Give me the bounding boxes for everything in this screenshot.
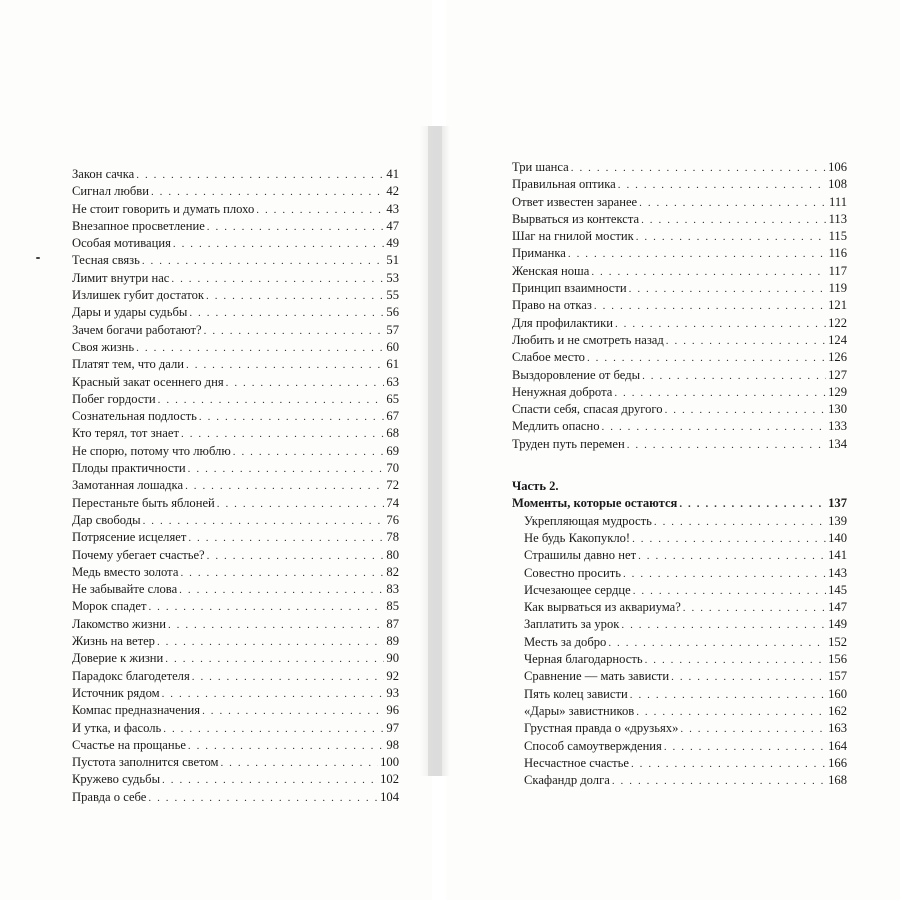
dot-leader (207, 219, 385, 236)
toc-entry-page: 164 (828, 738, 847, 753)
toc-entry (72, 737, 399, 754)
dot-leader (158, 392, 385, 409)
toc-entry-page: 67 (386, 409, 399, 424)
dot-leader (571, 160, 826, 177)
toc-entry (524, 772, 847, 789)
toc-entry-page: 51 (386, 253, 399, 268)
dot-leader (612, 773, 826, 790)
toc-entry (512, 401, 847, 418)
toc-entry-page: 108 (828, 177, 847, 192)
toc-entry (72, 339, 399, 356)
toc-entry-title: Компас предназначения (72, 703, 201, 718)
toc-entry (512, 228, 847, 245)
dot-leader (136, 340, 384, 357)
toc-entry (524, 738, 847, 755)
dot-leader (162, 772, 378, 789)
toc-entry-page: 130 (828, 402, 847, 417)
toc-entry (524, 582, 847, 599)
toc-entry-title: Счастье на прощанье (72, 737, 186, 752)
toc-entry-page: 162 (828, 703, 847, 718)
dot-leader (186, 357, 384, 374)
dot-leader (587, 350, 826, 367)
dot-leader (162, 686, 385, 703)
toc-entry (512, 211, 847, 228)
toc-entry-title: Кто терял, тот знает (72, 426, 179, 441)
toc-entry (512, 176, 847, 193)
toc-entry (72, 529, 399, 546)
dot-leader (233, 444, 385, 461)
dot-leader (189, 305, 384, 322)
toc-entry-title: Перестаньте быть яблоней (72, 495, 215, 510)
toc-entry (512, 315, 847, 332)
dot-leader (636, 229, 827, 246)
toc-entry-page: 61 (386, 357, 399, 372)
toc-entry-page: 82 (386, 564, 399, 579)
toc-entry-page: 92 (386, 668, 399, 683)
dot-leader (207, 548, 385, 565)
dot-leader (615, 316, 826, 333)
toc-entry (72, 495, 399, 512)
toc-entry-page: 98 (386, 737, 399, 752)
part-page-number: 137 (828, 496, 847, 511)
toc-entry-page: 121 (828, 298, 847, 313)
toc-entry-title: Доверие к жизни (72, 651, 164, 666)
toc-entry-page: 124 (828, 332, 847, 347)
dot-leader (621, 617, 826, 634)
toc-entry (72, 668, 399, 685)
toc-entry (512, 367, 847, 384)
toc-entry (72, 252, 399, 269)
toc-entry-page: 74 (386, 495, 399, 510)
toc-entry (524, 755, 847, 772)
toc-entry-title: Пять колец зависти (524, 686, 628, 701)
toc-entry-title: Правда о себе (72, 789, 147, 804)
toc-entry (524, 720, 847, 737)
toc-entry-page: 65 (386, 391, 399, 406)
dot-leader (642, 368, 826, 385)
toc-entry (524, 634, 847, 651)
toc-entry (524, 530, 847, 547)
dot-leader (188, 461, 385, 478)
part-heading (512, 495, 847, 512)
toc-entry (72, 408, 399, 425)
toc-entry-page: 147 (828, 600, 847, 615)
toc-entry-title: Сигнал любви (72, 184, 149, 199)
toc-entry-title: Как вырваться из аквариума? (524, 600, 681, 615)
toc-entry-page: 134 (828, 436, 847, 451)
toc-entry (524, 565, 847, 582)
toc-entry (72, 616, 399, 633)
toc-entry-title: Правильная оптика (512, 177, 616, 192)
toc-entry (512, 194, 847, 211)
toc-entry (72, 477, 399, 494)
toc-entry-title: Приманка (512, 246, 566, 261)
dot-leader (220, 755, 378, 772)
toc-entry (72, 512, 399, 529)
toc-entry-title: Шаг на гнилой мостик (512, 229, 634, 244)
toc-entry-page: 49 (386, 236, 399, 251)
toc-entry (512, 159, 847, 176)
print-speck (36, 257, 40, 259)
toc-entry (512, 280, 847, 297)
toc-entry-title: Три шанса (512, 160, 569, 174)
dot-leader (148, 599, 384, 616)
toc-entry-page: 111 (829, 194, 847, 209)
toc-entry-title: Для профилактики (512, 315, 613, 330)
toc-entry (524, 686, 847, 703)
dot-leader (148, 790, 378, 807)
toc-entry-title: Заплатить за урок (524, 617, 620, 632)
toc-entry (72, 771, 399, 788)
toc-entry (512, 263, 847, 280)
dot-leader (679, 496, 826, 513)
toc-entry-title: Несчастное счастье (524, 755, 629, 770)
toc-entry-page: 68 (386, 426, 399, 441)
toc-entry (72, 287, 399, 304)
toc-entry-page: 70 (386, 461, 399, 476)
toc-entry-title: Любить и не смотреть назад (512, 332, 664, 347)
toc-entry (72, 201, 399, 218)
toc-entry-page: 141 (828, 548, 847, 563)
toc-entry-title: Месть за добро (524, 634, 607, 649)
toc-entry-title: Исчезающее сердце (524, 582, 631, 597)
toc-entry-page: 90 (386, 651, 399, 666)
toc-entry-title: «Дары» завистников (524, 703, 635, 718)
toc-entry (524, 703, 847, 720)
toc-entry-page: 42 (386, 184, 399, 199)
toc-entry (72, 685, 399, 702)
toc-entry-title: Внезапное просветление (72, 218, 205, 233)
toc-entry-page: 43 (386, 201, 399, 216)
dot-leader (202, 703, 384, 720)
toc-entry-title: Сознательная подлость (72, 409, 197, 424)
toc-entry-title: Лакомство жизни (72, 616, 166, 631)
dot-leader (665, 402, 827, 419)
dot-leader (591, 264, 826, 281)
toc-entry-page: 140 (828, 530, 847, 545)
toc-entry-page: 129 (828, 384, 847, 399)
toc-entry-page: 55 (386, 288, 399, 303)
toc-entry-title: Замотанная лошадка (72, 478, 184, 493)
dot-leader (192, 669, 385, 686)
toc-entry-page: 78 (386, 530, 399, 545)
toc-entry (72, 789, 399, 806)
toc-entry-page: 83 (386, 582, 399, 597)
dot-leader (163, 721, 384, 738)
toc-entry-title: Слабое место (512, 350, 585, 365)
toc-entry (72, 374, 399, 391)
toc-entry-title: Скафандр долга (524, 773, 610, 788)
dot-leader (165, 651, 384, 668)
dot-leader (629, 281, 827, 298)
dot-leader (680, 721, 826, 738)
dot-leader (638, 548, 826, 565)
dot-leader (157, 634, 384, 651)
toc-entry-page: 119 (828, 281, 847, 296)
toc-entry-title: Сравнение — мать зависти (524, 669, 670, 684)
toc-entry-title: Красный закат осеннего дня (72, 374, 224, 389)
toc-entry (72, 702, 399, 719)
right-toc-list (512, 159, 847, 789)
toc-entry-title: Тесная связь (72, 253, 140, 268)
toc-entry-title: Дар свободы (72, 512, 141, 527)
gutter-shadow (428, 126, 442, 776)
dot-leader (630, 687, 826, 704)
toc-entry-page: 156 (828, 652, 847, 667)
toc-entry (512, 349, 847, 366)
dot-leader (179, 582, 384, 599)
toc-entry-page: 57 (386, 322, 399, 337)
toc-entry-page: 115 (828, 229, 847, 244)
toc-entry-page: 163 (828, 721, 847, 736)
dot-leader (151, 184, 384, 201)
toc-entry (524, 513, 847, 530)
right-toc-top-entries (512, 159, 847, 453)
toc-entry-page: 53 (386, 270, 399, 285)
toc-entry-title: Закон сачка (72, 167, 135, 181)
toc-entry-title: Способ самоутверждения (524, 738, 662, 753)
toc-entry-page: 127 (828, 367, 847, 382)
toc-entry-title: Лимит внутри нас (72, 270, 170, 285)
toc-entry-page: 113 (828, 211, 847, 226)
dot-leader (614, 385, 826, 402)
dot-leader (683, 600, 826, 617)
toc-entry (524, 668, 847, 685)
dot-leader (204, 323, 385, 340)
toc-entry-page: 93 (386, 685, 399, 700)
toc-entry-page: 157 (828, 669, 847, 684)
toc-entry (512, 297, 847, 314)
toc-entry-title: Труден путь перемен (512, 436, 625, 451)
toc-entry-title: И утка, и фасоль (72, 720, 162, 735)
dot-leader (142, 253, 385, 270)
dot-leader (654, 514, 826, 531)
toc-entry-title: Особая мотивация (72, 236, 171, 251)
toc-entry-title: Почему убегает счастье? (72, 547, 205, 562)
toc-entry-title: Укрепляющая мудрость (524, 513, 652, 528)
dot-leader (639, 195, 827, 212)
toc-entry (524, 616, 847, 633)
left-toc-list (72, 166, 399, 806)
toc-entry (72, 322, 399, 339)
toc-entry (512, 418, 847, 435)
toc-entry-page: 116 (828, 246, 847, 261)
toc-entry (512, 436, 847, 453)
dot-leader (602, 419, 827, 436)
toc-entry (512, 332, 847, 349)
part-label: Часть 2. (512, 479, 559, 494)
toc-entry-page: 60 (386, 339, 399, 354)
dot-leader (173, 236, 385, 253)
toc-entry-page: 145 (828, 582, 847, 597)
toc-entry-page: 160 (828, 686, 847, 701)
dot-leader (666, 333, 826, 350)
toc-entry (524, 599, 847, 616)
toc-entry-page: 117 (828, 263, 847, 278)
toc-entry (72, 754, 399, 771)
dot-leader (641, 212, 826, 229)
toc-entry-page: 143 (828, 565, 847, 580)
toc-entry-page: 97 (386, 720, 399, 735)
toc-entry-page: 63 (386, 374, 399, 389)
toc-entry-title: Потрясение исцеляет (72, 530, 187, 545)
toc-entry (524, 547, 847, 564)
toc-entry-title: Не забывайте слова (72, 582, 178, 597)
toc-entry-page: 100 (380, 755, 399, 770)
toc-entry (72, 218, 399, 235)
toc-entry (72, 564, 399, 581)
toc-entry (72, 304, 399, 321)
toc-entry-page: 166 (828, 755, 847, 770)
toc-entry-title: Медь вместо золота (72, 564, 179, 579)
toc-entry-page: 126 (828, 350, 847, 365)
toc-entry-title: Ненужная доброта (512, 384, 613, 399)
toc-entry (72, 166, 399, 183)
dot-leader (256, 202, 384, 219)
toc-entry-page: 56 (386, 305, 399, 320)
dot-leader (217, 496, 385, 513)
toc-entry-page: 47 (386, 218, 399, 233)
dot-leader (171, 271, 384, 288)
toc-entry-page: 122 (828, 315, 847, 330)
toc-entry-title: Пустота заполнится светом (72, 755, 219, 770)
toc-entry-title: Совестно просить (524, 565, 621, 580)
toc-entry-page: 139 (828, 513, 847, 528)
toc-entry-title: Выздоровление от беды (512, 367, 641, 382)
toc-entry-title: Ответ известен заранее (512, 194, 638, 209)
dot-leader (136, 167, 384, 184)
dot-leader (627, 437, 826, 454)
toc-entry-page: 102 (380, 772, 399, 787)
toc-entry (72, 581, 399, 598)
toc-entry (72, 356, 399, 373)
dot-leader (633, 583, 826, 600)
dot-leader (188, 530, 384, 547)
dot-leader (188, 738, 385, 755)
toc-entry-title: Не стоит говорить и думать плохо (72, 201, 255, 216)
toc-entry-page: 96 (386, 703, 399, 718)
toc-entry-title: Парадокс благодетеля (72, 668, 190, 683)
dot-leader (206, 288, 384, 305)
toc-entry-title: Принцип взаимности (512, 281, 627, 296)
toc-entry (72, 547, 399, 564)
toc-entry-page: 41 (386, 167, 399, 181)
toc-entry-title: Зачем богачи работают? (72, 322, 202, 337)
toc-entry-page: 104 (380, 789, 399, 804)
toc-entry-page: 152 (828, 634, 847, 649)
toc-entry-title: Грустная правда о «друзьях» (524, 721, 679, 736)
toc-entry-page: 85 (386, 599, 399, 614)
toc-entry (72, 425, 399, 442)
toc-entry (72, 598, 399, 615)
toc-entry (72, 443, 399, 460)
dot-leader (181, 426, 384, 443)
dot-leader (664, 739, 826, 756)
part2-entries (512, 513, 847, 790)
dot-leader (143, 513, 385, 530)
toc-entry-title: Источник рядом (72, 685, 160, 700)
toc-entry-title: Медлить опасно (512, 419, 600, 434)
toc-entry-title: Кружево судьбы (72, 772, 161, 787)
part-title: Моменты, которые остаются (512, 496, 678, 511)
dot-leader (618, 177, 826, 194)
toc-entry-title: Женская ноша (512, 263, 590, 278)
toc-entry-page: 76 (386, 512, 399, 527)
toc-entry (72, 183, 399, 200)
toc-entry-title: Право на отказ (512, 298, 592, 313)
toc-entry-title: Своя жизнь (72, 339, 135, 354)
dot-leader (623, 566, 826, 583)
toc-entry-title: Вырваться из контекста (512, 211, 640, 226)
toc-entry-title: Плоды практичности (72, 461, 186, 476)
toc-entry (72, 235, 399, 252)
toc-entry-title: Страшилы давно нет (524, 548, 637, 563)
toc-entry-title: Платят тем, что дали (72, 357, 185, 372)
dot-leader (168, 617, 384, 634)
dot-leader (568, 246, 827, 263)
dot-leader (632, 531, 826, 548)
toc-entry-page: 80 (386, 547, 399, 562)
toc-entry (512, 245, 847, 262)
toc-entry (72, 391, 399, 408)
dot-leader (645, 652, 827, 669)
toc-entry-page: 72 (386, 478, 399, 493)
toc-entry-page: 106 (828, 160, 847, 174)
toc-entry (72, 633, 399, 650)
toc-entry-page: 133 (828, 419, 847, 434)
dot-leader (594, 298, 826, 315)
toc-entry-page: 168 (828, 773, 847, 788)
toc-entry-title: Не спорю, потому что люблю (72, 443, 231, 458)
toc-entry (72, 650, 399, 667)
toc-entry-title: Спасти себя, спасая другого (512, 402, 663, 417)
toc-entry-page: 87 (386, 616, 399, 631)
toc-entry (524, 651, 847, 668)
toc-entry-page: 149 (828, 617, 847, 632)
dot-leader (636, 704, 826, 721)
toc-entry-page: 69 (386, 443, 399, 458)
dot-leader (185, 478, 384, 495)
toc-entry (72, 720, 399, 737)
toc-entry-title: Жизнь на ветер (72, 634, 155, 649)
dot-leader (608, 635, 826, 652)
toc-entry-title: Побег гордости (72, 391, 156, 406)
dot-leader (180, 565, 384, 582)
toc-entry-title: Черная благодарность (524, 652, 643, 667)
dot-leader (671, 669, 826, 686)
dot-leader (199, 409, 385, 426)
toc-entry (72, 270, 399, 287)
dot-leader (631, 756, 826, 773)
toc-entry (512, 384, 847, 401)
toc-entry-page: 89 (386, 634, 399, 649)
part-spacer (512, 453, 847, 478)
toc-entry-title: Излишек губит достаток (72, 288, 205, 303)
dot-leader (226, 375, 385, 392)
toc-entry-title: Не будь Какопукло! (524, 530, 631, 545)
toc-entry-title: Морок спадет (72, 599, 147, 614)
toc-entry-title: Дары и удары судьбы (72, 305, 188, 320)
toc-entry (72, 460, 399, 477)
